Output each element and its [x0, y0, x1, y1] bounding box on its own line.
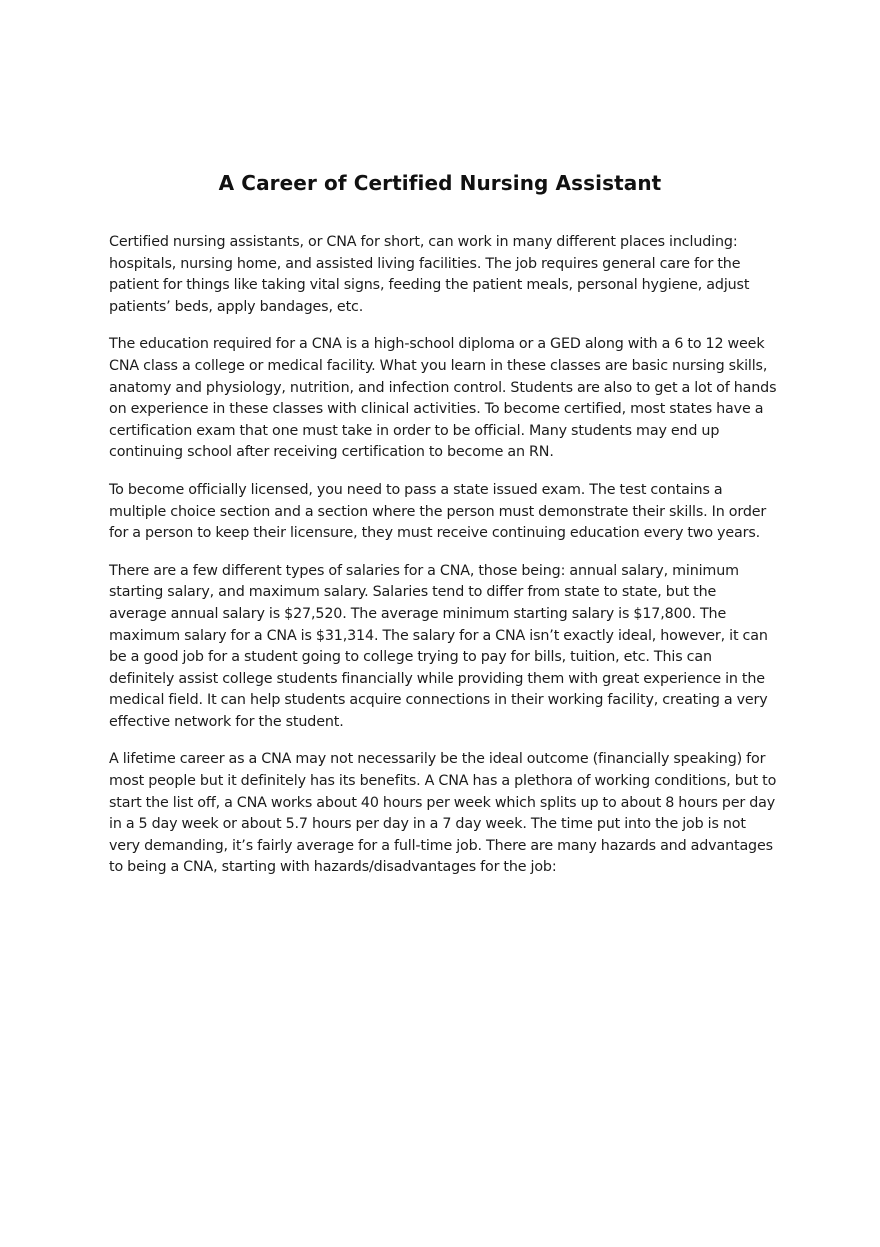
document-title: A Career of Certified Nursing Assistant — [218, 171, 662, 195]
paragraph-education: The education required for a CNA is a high-school diploma or a GED along with a 6 to 12 week CNA class a college or medical facility. What you learn in these classes are basic nursing skills, anatomy and physiology, nutrition, and infection control. Students are also to get a lot of hands on experience in these classes with clinical activities. To become certified, most states have a certification exam that one must take in order to be official. Many students may end up continuing school after receiving certification to become an RN. — [109, 336, 777, 461]
paragraph-salaries: There are a few different types of salaries for a CNA, those being: annual salary, minimum starting salary, and maximum salary. Salaries tend to differ from state to state, but the average annual salary is $27,520. The average minimum starting salary is $17,800. The maximum salary for a CNA is $31,314. The salary for a CNA isn’t exactly ideal, however, it can be a good job for a student going to college trying to pay for bills, tuition, etc. This can definitely assist college students financially while providing them with great experience in the medical field. It can help students acquire connections in their working facility, creating a very effective network for the student. — [109, 562, 768, 730]
document-body — [109, 232, 777, 895]
paragraph-licensing: To become officially licensed, you need to pass a state issued exam. The test contains a multiple choice section and a section where the person must demonstrate their skills. In order for a person to keep their licensure, they must receive continuing education every two years. — [109, 481, 767, 542]
paragraph-career-outlook: A lifetime career as a CNA may not necessarily be the ideal outcome (financially speaking) for most people but it definitely has its benefits. A CNA has a plethora of working conditions, but to start the list off, a CNA works about 40 hours per week which splits up to about 8 hours per day in a 5 day week or about 5.7 hours per day in a 7 day week. The time put into the job is not very demanding, it’s fairly average for a full-time job. There are many hazards and advantages to being a CNA, starting with hazards/disadvantages for the job: — [109, 751, 777, 876]
paragraph-workplaces: Certified nursing assistants, or CNA for short, can work in many different places including: hospitals, nursing home, and assisted living facilities. The job requires general care for the patient for things like taking vital signs, feeding the patient meals, personal hygiene, adjust patients’ beds, apply bandages, etc. — [109, 234, 750, 315]
